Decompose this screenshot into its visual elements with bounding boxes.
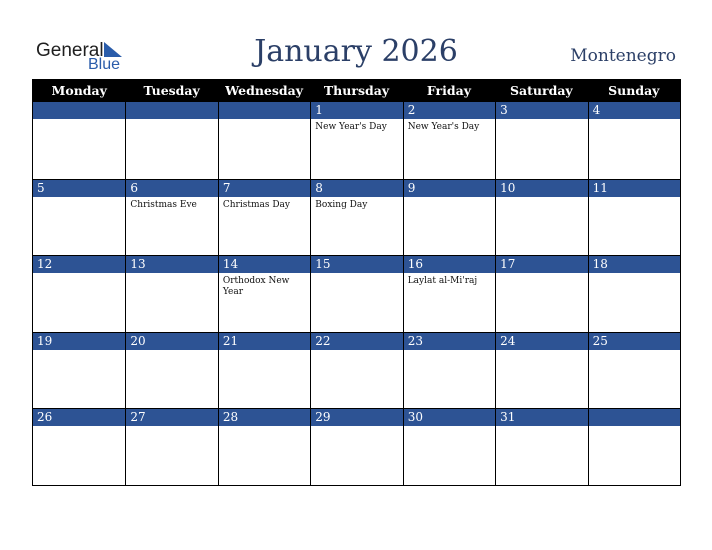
day-cell [218, 180, 310, 256]
holiday-label [126, 426, 217, 429]
holiday-label [589, 273, 680, 276]
day-number: 13 [126, 256, 217, 273]
holiday-label [126, 119, 217, 122]
day-cell [403, 256, 495, 332]
day-number: 8 [311, 180, 402, 197]
weekday-header: Sunday [608, 83, 660, 98]
day-number: 24 [496, 333, 587, 350]
day-cell [495, 256, 587, 332]
country-label: Montenegro [570, 46, 676, 66]
holiday-label [126, 350, 217, 353]
week-row [33, 255, 680, 332]
holiday-label [311, 350, 402, 353]
day-cell [218, 256, 310, 332]
holiday-label: Laylat al-Mi'raj [407, 276, 478, 287]
day-cell [33, 409, 125, 485]
holiday-label [404, 197, 495, 200]
day-cell [125, 102, 217, 179]
holiday-label [496, 197, 587, 200]
holiday-label [589, 350, 680, 353]
day-cell [33, 180, 125, 256]
day-number: 28 [219, 409, 310, 426]
weekday-header: Friday [426, 83, 471, 98]
day-cell [495, 102, 587, 179]
day-number: 30 [404, 409, 495, 426]
day-number: 9 [404, 180, 495, 197]
holiday-label [496, 350, 587, 353]
day-cell [125, 256, 217, 332]
holiday-label: Christmas Eve [130, 199, 197, 210]
calendar-weeks [33, 102, 680, 485]
weekday-header: Saturday [510, 83, 573, 98]
day-number: 23 [404, 333, 495, 350]
day-number: 19 [33, 333, 125, 350]
day-number: 6 [126, 180, 217, 197]
holiday-label [496, 273, 587, 276]
day-number: 15 [311, 256, 402, 273]
day-cell [125, 180, 217, 256]
weekday-header: Tuesday [143, 83, 200, 98]
holiday-label [589, 197, 680, 200]
day-number: 2 [404, 102, 495, 119]
day-number: 18 [589, 256, 680, 273]
day-cell [218, 333, 310, 409]
holiday-label [496, 119, 587, 122]
day-number: 26 [33, 409, 125, 426]
weekday-header: Monday [51, 83, 107, 98]
day-cell [218, 102, 310, 179]
day-number [126, 102, 217, 119]
weekday-header: Wednesday [225, 83, 304, 98]
day-number: 20 [126, 333, 217, 350]
day-cell [310, 180, 402, 256]
day-cell [403, 333, 495, 409]
day-number: 21 [219, 333, 310, 350]
holiday-label [589, 426, 680, 429]
day-cell [588, 333, 680, 409]
week-row [33, 179, 680, 256]
day-number [219, 102, 310, 119]
holiday-label [404, 426, 495, 429]
day-number: 16 [404, 256, 495, 273]
day-cell [403, 102, 495, 179]
day-cell [588, 256, 680, 332]
day-number: 17 [496, 256, 587, 273]
logo-text-blue: Blue [88, 56, 121, 73]
holiday-label: New Year's Day [407, 122, 480, 132]
day-cell [33, 256, 125, 332]
holiday-label [219, 119, 310, 122]
day-number [33, 102, 125, 119]
day-cell [125, 409, 217, 485]
day-cell [33, 102, 125, 179]
holiday-label [404, 350, 495, 353]
weekday-header: Thursday [323, 83, 390, 98]
day-number: 12 [33, 256, 125, 273]
holiday-label: New Year's Day [315, 122, 387, 132]
day-cell [310, 333, 402, 409]
holiday-label [33, 426, 125, 429]
day-cell [310, 102, 402, 179]
calendar-title: January 2026 [254, 34, 458, 69]
holiday-label [33, 197, 125, 200]
day-number: 31 [496, 409, 587, 426]
holiday-label: Boxing Day [315, 199, 368, 210]
holiday-label [589, 119, 680, 122]
holiday-label [33, 273, 125, 276]
day-cell [403, 409, 495, 485]
day-number: 7 [219, 180, 310, 197]
day-number [589, 409, 680, 426]
day-number: 10 [496, 180, 587, 197]
day-number: 14 [219, 256, 310, 273]
holiday-label [219, 426, 310, 429]
day-cell [495, 180, 587, 256]
holiday-label [126, 273, 217, 276]
day-number: 27 [126, 409, 217, 426]
holiday-label: Orthodox New Year [222, 276, 290, 298]
week-row [33, 408, 680, 485]
holiday-label [219, 350, 310, 353]
logo-text-general: General [36, 40, 104, 61]
holiday-label [311, 273, 402, 276]
day-cell [125, 333, 217, 409]
holiday-label [33, 119, 125, 122]
day-number: 22 [311, 333, 402, 350]
day-number: 5 [33, 180, 125, 197]
holiday-label [496, 426, 587, 429]
calendar-grid [32, 79, 681, 486]
day-cell [588, 180, 680, 256]
weekday-header-row [33, 80, 680, 102]
day-number: 3 [496, 102, 587, 119]
holiday-label [33, 350, 125, 353]
day-number: 29 [311, 409, 402, 426]
day-cell [218, 409, 310, 485]
day-cell [495, 409, 587, 485]
day-number: 1 [311, 102, 402, 119]
week-row [33, 102, 680, 179]
day-number: 25 [589, 333, 680, 350]
day-cell [310, 409, 402, 485]
day-number: 4 [589, 102, 680, 119]
day-cell [33, 333, 125, 409]
day-cell [310, 256, 402, 332]
week-row [33, 332, 680, 409]
day-number: 11 [589, 180, 680, 197]
holiday-label: Christmas Day [222, 199, 290, 210]
holiday-label [311, 426, 402, 429]
day-cell [495, 333, 587, 409]
day-cell [588, 409, 680, 485]
day-cell [588, 102, 680, 179]
day-cell [403, 180, 495, 256]
